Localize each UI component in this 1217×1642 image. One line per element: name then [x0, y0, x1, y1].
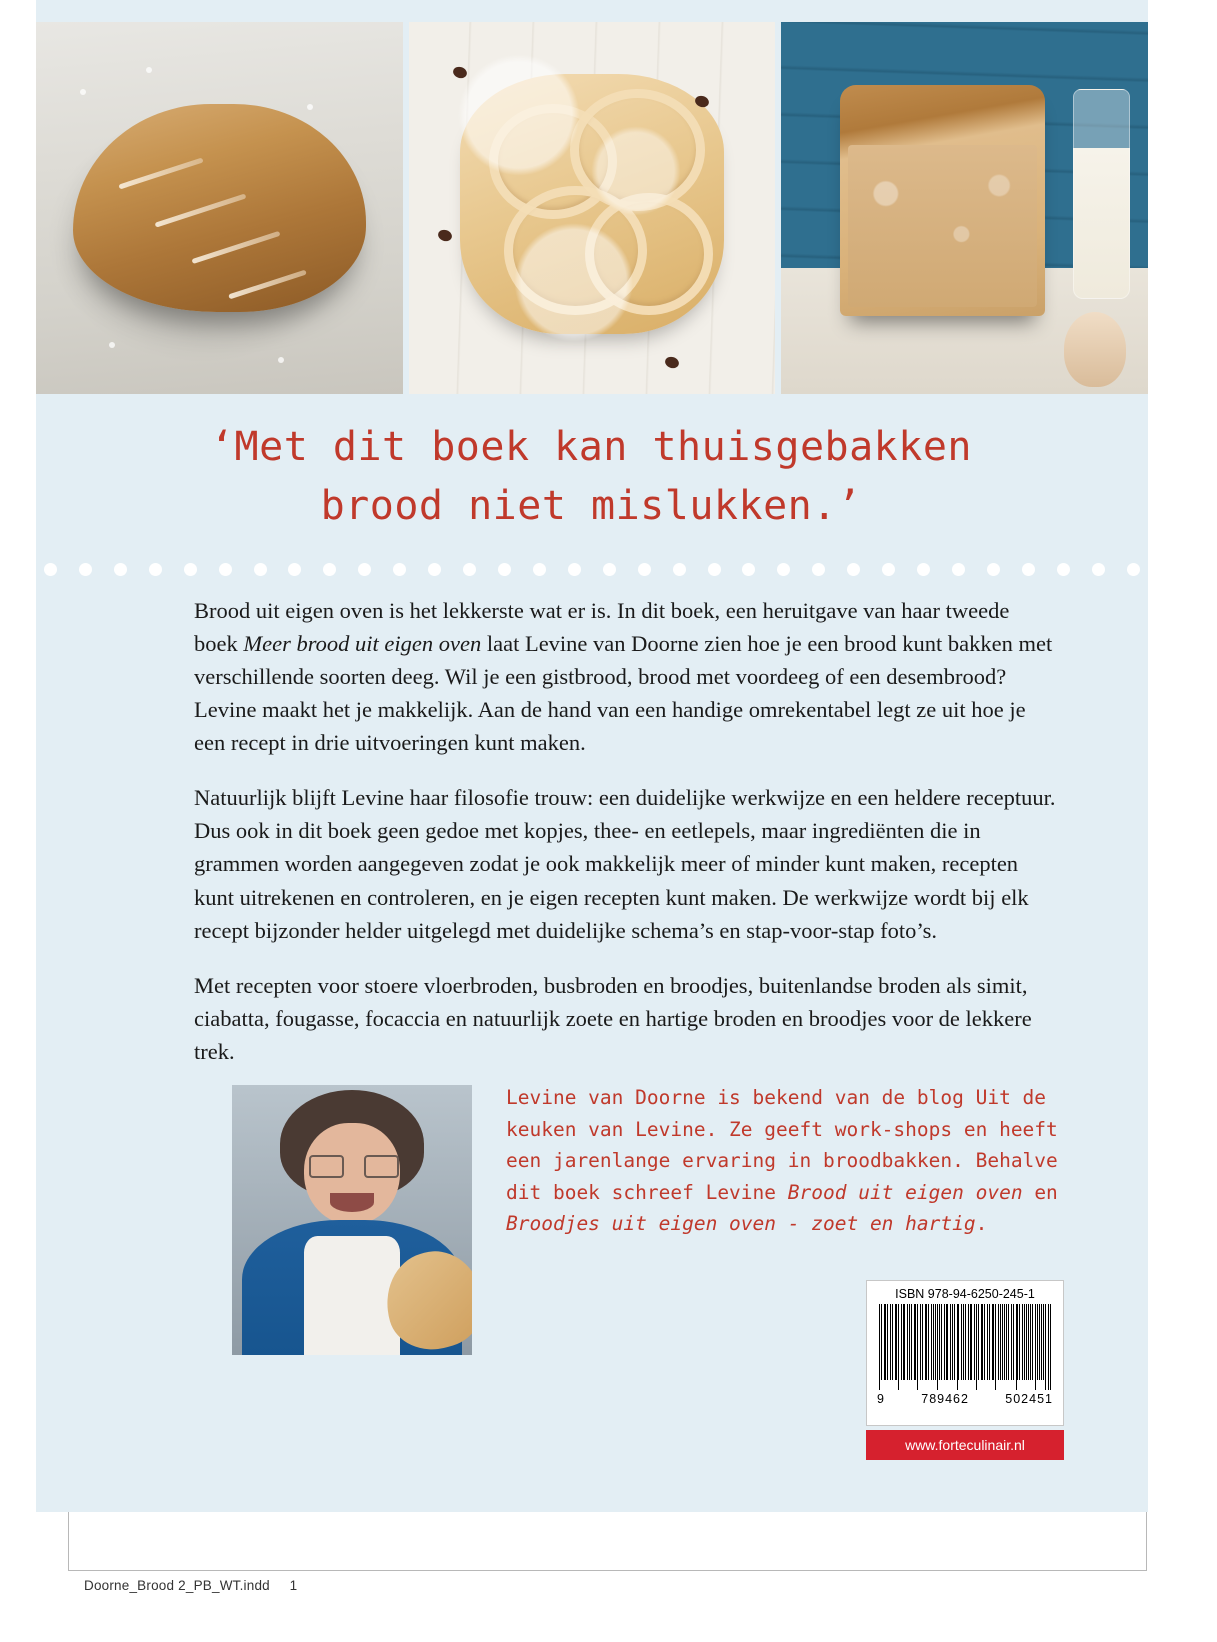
divider-dot — [1057, 563, 1070, 576]
divider-dot — [393, 563, 406, 576]
barcode-digit-left: 9 — [877, 1392, 885, 1406]
braid-strand — [585, 193, 713, 315]
cover-blurb — [194, 594, 1056, 1090]
cover-quote — [116, 418, 1066, 536]
text-run: Brood uit eigen oven is het lekkerste wat er is. In dit boek, een heruitgave van haar tweede boek — [194, 598, 1010, 657]
barcode-bars — [875, 1304, 1055, 1390]
divider-dot — [463, 563, 476, 576]
divider-dot — [533, 563, 546, 576]
blurb-paragraph — [194, 594, 1056, 759]
divider-dot — [1127, 563, 1140, 576]
divider-dot — [288, 563, 301, 576]
divider-dot — [812, 563, 825, 576]
divider-dot — [184, 563, 197, 576]
divider-dot — [498, 563, 511, 576]
text-run: Met recepten voor stoere vloerbroden, busbroden en broodjes, buitenlandse broden als simit, ciabatta, fougasse, focaccia en natuurlijk zoete en hartige broden en broodjes voor de lekkere trek. — [194, 972, 1032, 1064]
divider-dot — [673, 563, 686, 576]
isbn-label: ISBN 978-94-6250-245-1 — [895, 1287, 1035, 1301]
egg-shell — [1064, 312, 1126, 386]
divider-dot — [603, 563, 616, 576]
divider-dot — [149, 563, 162, 576]
milk-bottle — [1073, 89, 1130, 299]
divider-dot — [777, 563, 790, 576]
quote-line-2: brood niet mislukken.’ — [320, 483, 862, 530]
divider-dot — [1092, 563, 1105, 576]
text-run: . — [975, 1212, 988, 1236]
divider-dot — [882, 563, 895, 576]
publisher-url-bar[interactable]: www.forteculinair.nl — [866, 1430, 1064, 1460]
flour-speck — [146, 67, 152, 73]
portrait-glasses-right — [364, 1155, 399, 1178]
flour-speck — [307, 104, 313, 110]
dotted-divider — [36, 563, 1148, 579]
divider-dot — [428, 563, 441, 576]
photo-rustic-loaf — [36, 22, 403, 394]
text-run: en — [1022, 1180, 1058, 1204]
book-back-cover — [36, 0, 1148, 1512]
portrait-smile — [330, 1193, 373, 1212]
divider-dot — [742, 563, 755, 576]
author-portrait — [232, 1085, 472, 1355]
divider-dot — [987, 563, 1000, 576]
divider-dot — [917, 563, 930, 576]
divider-dot — [638, 563, 651, 576]
quote-line-1: ‘Met dit boek kan thuisgebakken — [209, 424, 973, 470]
footer-page-number: 1 — [289, 1578, 298, 1593]
crop-mark-bottom — [68, 1570, 1147, 1571]
portrait-apron — [304, 1236, 400, 1355]
footer-filename: Doorne_Brood 2_PB_WT.indd — [84, 1578, 270, 1593]
raisin — [437, 228, 454, 243]
book-title-italic: Brood uit eigen oven — [787, 1180, 1023, 1204]
divider-dot — [114, 563, 127, 576]
tin-loaf-shape — [840, 85, 1045, 316]
flour-speck — [80, 89, 86, 95]
book-title-italic: Meer brood uit eigen oven — [243, 631, 482, 657]
divider-dot — [568, 563, 581, 576]
raisin — [664, 355, 681, 370]
text-run: laat Levine van Doorne zien hoe je een brood kunt bakken met verschillende soorten deeg. Wil je een gistbrood, brood met voordeeg of een desembrood? Levine maakt het je makkelijk. Aan de hand van een handige omrekentabel legt ze uit hoe je een recept in drie uitvoeringen kunt maken. — [194, 631, 1053, 756]
divider-dot — [1022, 563, 1035, 576]
barcode-digit-group-1: 789462 — [921, 1392, 969, 1406]
bread-crumb — [848, 145, 1037, 306]
flour-speck — [109, 342, 115, 348]
flour-speck — [278, 357, 284, 363]
photo-braided-pastry — [409, 22, 776, 394]
barcode-block — [866, 1280, 1064, 1426]
divider-dot — [358, 563, 371, 576]
author-bio — [506, 1082, 1068, 1240]
blurb-paragraph — [194, 781, 1056, 946]
divider-dot — [254, 563, 267, 576]
divider-dot — [79, 563, 92, 576]
text-run: Levine van Doorne is bekend van de blog Uit de keuken van Levine. Ze geeft work-shops en heeft een jarenlange ervaring in broodbakken. Behalve dit boek schreef Levine — [506, 1086, 1058, 1204]
loaf-shape — [73, 104, 366, 312]
print-footer — [84, 1578, 297, 1593]
barcode-digits — [875, 1390, 1055, 1406]
photo-strip — [36, 22, 1148, 394]
barcode-digit-group-2: 502451 — [1005, 1392, 1053, 1406]
text-run: Natuurlijk blijft Levine haar filosofie trouw: een duidelijke werkwijze en een heldere receptuur. Dus ook in dit boek geen gedoe met kopjes, thee- en eetlepels, maar ingrediënten die in grammen worden aangegeven zodat je ook makkelijk meer of minder kunt maken, recepten kunt uitrekenen en controleren, en je eigen recepten kunt maken. De werkwijze wordt bij elk recept bijzonder helder uitgelegd met duidelijke schema’s en stap-voor-stap foto’s. — [194, 785, 1056, 943]
portrait-glasses-left — [309, 1155, 344, 1178]
blurb-paragraph — [194, 969, 1056, 1068]
divider-dot — [847, 563, 860, 576]
photo-tin-loaf — [781, 22, 1148, 394]
book-title-italic: Broodjes uit eigen oven - zoet en hartig — [506, 1212, 976, 1236]
raisin — [451, 65, 468, 80]
divider-dot — [323, 563, 336, 576]
divider-dot — [952, 563, 965, 576]
divider-dot — [708, 563, 721, 576]
divider-dot — [44, 563, 57, 576]
divider-dot — [219, 563, 232, 576]
